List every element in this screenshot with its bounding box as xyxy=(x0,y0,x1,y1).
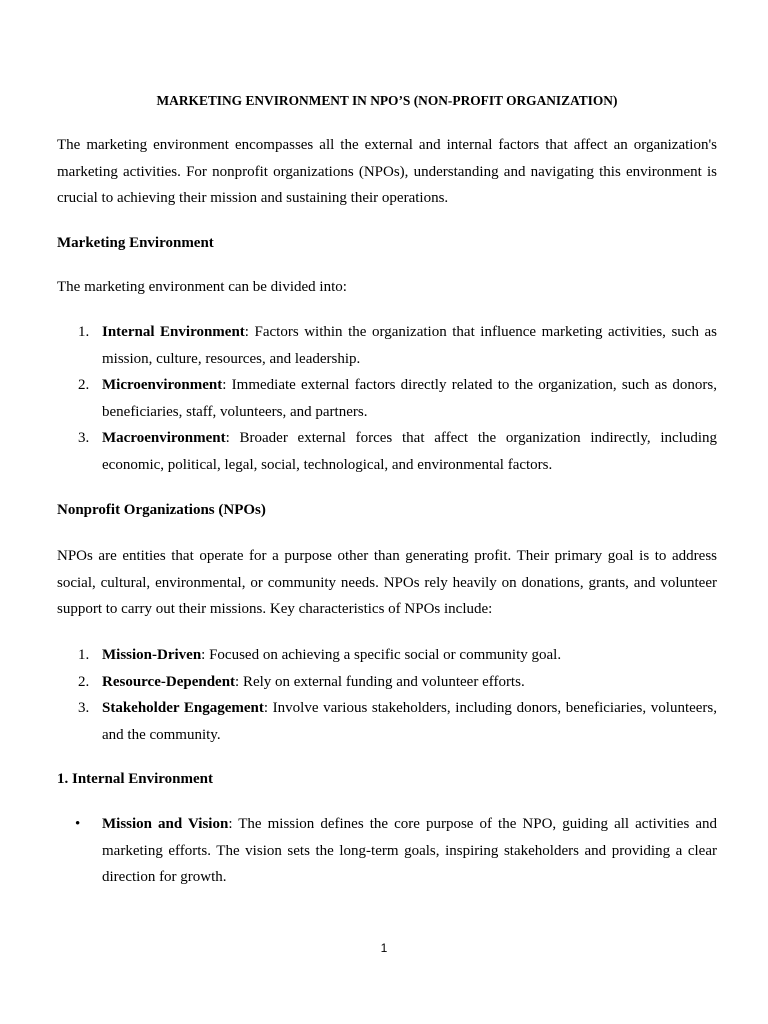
list-item xyxy=(57,669,717,696)
list-term: Mission-Driven xyxy=(102,647,202,663)
list-item xyxy=(57,695,717,748)
section-heading-marketing-environment: Marketing Environment xyxy=(57,235,214,251)
list-item xyxy=(57,372,717,425)
list-text: : Involve various stakeholders, including donors, beneficiaries, volunteers, and the community. xyxy=(102,700,718,743)
list-text: : Focused on achieving a specific social or community goal. xyxy=(201,647,562,663)
list-term: Macroenvironment xyxy=(102,430,226,447)
npos-paragraph: NPOs are entities that operate for a purpose other than generating profit. Their primary goal is to address social, cultural, environmental, or community needs. NPOs rely heavily on donations, grants, and volunteer support to carry out their missions. Key characteristics of NPOs include: xyxy=(57,548,717,618)
page-number: 1 xyxy=(380,941,388,955)
list-item xyxy=(57,642,717,669)
section-heading-npos: Nonprofit Organizations (NPOs) xyxy=(57,502,266,518)
list-item xyxy=(57,319,717,372)
marketing-environment-list xyxy=(57,319,717,479)
list-text: : Factors within the organization that influence marketing activities, such as mission, culture, resources, and leadership. xyxy=(102,324,718,367)
list-term: Mission and Vision xyxy=(102,816,229,832)
document-title: MARKETING ENVIRONMENT IN NPO’S (NON-PROFIT ORGANIZATION) xyxy=(156,93,618,108)
list-text: : Immediate external factors directly related to the organization, such as donors, beneficiaries, staff, volunteers, and partners. xyxy=(102,377,717,420)
list-number: 3. xyxy=(78,700,90,717)
bullet-icon: • xyxy=(75,816,81,832)
list-text: : Broader external forces that affect the organization indirectly, including economic, political, legal, social, technological, and environmental factors. xyxy=(102,430,717,473)
list-number: 2. xyxy=(78,673,90,690)
list-term: Microenvironment xyxy=(102,377,223,394)
list-number: 1. xyxy=(78,324,90,340)
list-number: 2. xyxy=(78,377,90,394)
list-text: : Rely on external funding and volunteer efforts. xyxy=(235,673,525,690)
marketing-environment-lead: The marketing environment can be divided into: xyxy=(57,279,347,295)
list-text: : The mission defines the core purpose of the NPO, guiding all activities and marketing efforts. The vision sets the long-term goals, inspiring stakeholders and providing a clear direction for growth. xyxy=(102,816,717,886)
list-number: 3. xyxy=(78,430,90,447)
npo-characteristics-list xyxy=(57,642,717,748)
section-heading-internal-environment: 1. Internal Environment xyxy=(57,771,213,787)
list-term: Resource-Dependent xyxy=(102,673,236,690)
list-term: Stakeholder Engagement xyxy=(102,700,264,717)
list-term: Internal Environment xyxy=(102,324,245,340)
internal-environment-list xyxy=(57,811,717,891)
intro-paragraph: The marketing environment encompasses all the external and internal factors that affect an organization's marketing activities. For nonprofit organizations (NPOs), understanding and navigating this environment is crucial to achieving their mission and sustaining their operations. xyxy=(57,137,717,207)
list-item xyxy=(57,425,717,478)
list-number: 1. xyxy=(78,647,90,663)
list-item xyxy=(57,811,717,891)
